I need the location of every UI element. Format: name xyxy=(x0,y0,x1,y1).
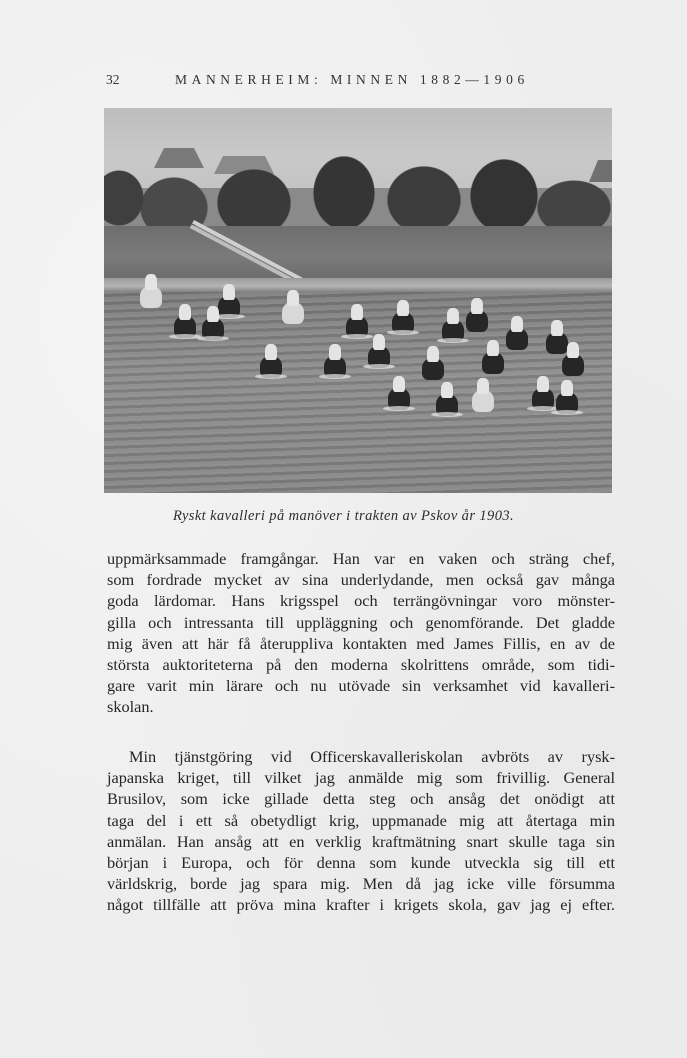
photo-rider xyxy=(386,376,412,410)
photo-rider xyxy=(322,344,348,378)
text-line: goda lärdomar. Hans krigsspel och terrängövningar voro mönster- xyxy=(107,591,615,611)
running-title: MANNERHEIM: MINNEN 1882—1906 xyxy=(175,72,529,87)
text-line: skolan. xyxy=(107,697,154,717)
figure-caption: Ryskt kavalleri på manöver i trakten av Pskov år 1903. xyxy=(172,508,515,524)
photo-rider xyxy=(560,342,586,376)
photo-rider xyxy=(390,300,416,334)
photo-rider xyxy=(480,340,506,374)
text-line: världskrig, borde jag spara mig. Men då jag icke ville försumma xyxy=(107,874,615,894)
photo-rider xyxy=(172,304,198,338)
text-line: mig även att här få återuppliva kontakten med James Fillis, en av de xyxy=(107,633,615,653)
photo-rider xyxy=(530,376,556,410)
photo-rider xyxy=(470,378,496,412)
paragraph xyxy=(107,746,615,916)
page-number: 32 xyxy=(106,72,120,87)
text-line: japanska kriget, till vilket jag anmälde mig som frivillig. General xyxy=(107,768,615,788)
photo-rider xyxy=(440,308,466,342)
text-line: Brusilov, som icke gillade detta steg och ansåg det onödigt att xyxy=(107,789,615,809)
text-line: uppmärksammade framgångar. Han var en vaken och sträng chef, xyxy=(107,549,615,568)
paragraph xyxy=(107,548,615,718)
text-line: gare varit min lärare och nu utövade sin verksamhet vid kavalleri- xyxy=(107,676,615,696)
running-head xyxy=(106,72,606,92)
text-line: något tillfälle att pröva mina krafter i krigets skola, gav jag ej efter. xyxy=(107,895,615,915)
text-line: anmälan. Han ansåg att en verklig kraftmätning snart skulle taga sin xyxy=(107,831,615,851)
text-line: Min tjänstgöring vid Officerskavalleriskolan avbröts av rysk- xyxy=(129,747,615,766)
photo-rider xyxy=(258,344,284,378)
photo-rider xyxy=(420,346,446,380)
photo-rider xyxy=(554,380,580,414)
photo-rider xyxy=(464,298,490,332)
photo-rider xyxy=(504,316,530,350)
photo-rider xyxy=(366,334,392,368)
photo-rider xyxy=(138,274,164,308)
photo-rider xyxy=(200,306,226,340)
cavalry-photograph xyxy=(104,108,612,493)
text-line: taga del i ett så obetydligt krig, uppmanade mig att återtaga min xyxy=(107,810,615,830)
text-line: som fordrade mycket av sina underlydande, men också gav många xyxy=(107,570,615,590)
photo-rider xyxy=(344,304,370,338)
photo-rider xyxy=(434,382,460,416)
text-line: gilla och intressanta till uppläggning och genomförande. Det gladde xyxy=(107,612,615,632)
photo-treeline xyxy=(104,138,612,233)
text-line: största auktoriteterna på den moderna skolrittens område, som tidi- xyxy=(107,654,615,674)
text-line: början i Europa, och för denna som kunde utveckla sig till ett xyxy=(107,852,615,872)
photo-rider xyxy=(280,290,306,324)
